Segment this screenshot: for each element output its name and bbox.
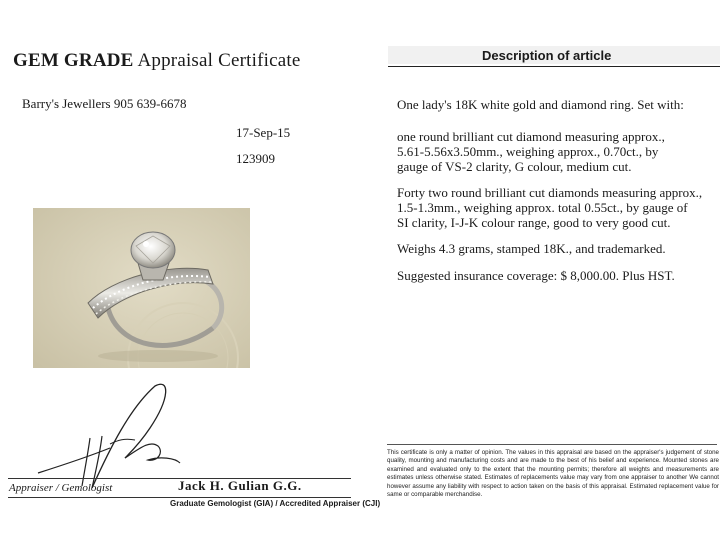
handwritten-signature (30, 378, 190, 493)
certificate-number: 123909 (236, 151, 275, 166)
title-text: Appraisal Certificate (137, 50, 301, 71)
ring-photo-icon (33, 208, 250, 368)
appraiser-credentials: Graduate Gemologist (GIA) / Accredited Appraiser (CJI) (170, 499, 381, 508)
disclaimer-text: This certificate is only a matter of opinion. The values in this appraisal are based on the appraiser's judgement of stone quality, mounting and manufacturing costs and are made to the best of his belief and experience. Mounted stones are examined and evaluated only to the extent that the mounting permits; therefore all weights and measurements are estimates unless otherwise stated. Estimates of replacements value may vary from one appraiser to another We cannot however assume any liability with respect to action taken on the basis of this appraisal. Estimated replacement value for same or comparable merchandise. (387, 449, 719, 499)
brand-name: GEM GRADE (13, 50, 134, 71)
description-header: Description of article (482, 48, 612, 63)
insurance-line: Suggested insurance coverage: $ 8,000.00. Plus HST. (397, 268, 675, 283)
side-stones-line: Forty two round brilliant cut diamonds measuring approx., (397, 185, 703, 200)
center-stone-line: 5.61-5.56x3.50mm., weighing approx., 0.70ct., by (397, 144, 659, 159)
signature-icon (30, 378, 190, 488)
appraiser-name: Jack H. Gulian G.G. (178, 478, 302, 493)
intro-line: One lady's 18K white gold and diamond ring. Set with: (397, 97, 684, 112)
side-stones-line: SI clarity, I-J-K colour range, good to very good cut. (397, 215, 671, 230)
disclaimer-rule (387, 444, 717, 445)
ring-photo (33, 208, 250, 368)
insurance-coverage (397, 268, 675, 283)
certificate-date: 17-Sep-15 (236, 125, 291, 140)
center-stone-description (397, 129, 665, 174)
appraiser-label: Appraiser / Gemologist (9, 482, 113, 494)
certificate-title (13, 50, 300, 72)
side-stones-line: 1.5-1.3mm., weighing approx. total 0.55ct., by gauge of (397, 200, 688, 215)
center-stone-line: one round brilliant cut diamond measuring approx., (397, 129, 665, 144)
credentials-line (8, 497, 351, 498)
description-intro (397, 97, 684, 112)
weight-line: Weighs 4.3 grams, stamped 18K., and trademarked. (397, 241, 666, 256)
side-stones-description (397, 185, 702, 230)
jeweller-info: Barry's Jewellers 905 639-6678 (22, 96, 187, 111)
weight-description (397, 241, 666, 256)
center-stone-line: gauge of VS-2 clarity, G colour, medium cut. (397, 159, 632, 174)
